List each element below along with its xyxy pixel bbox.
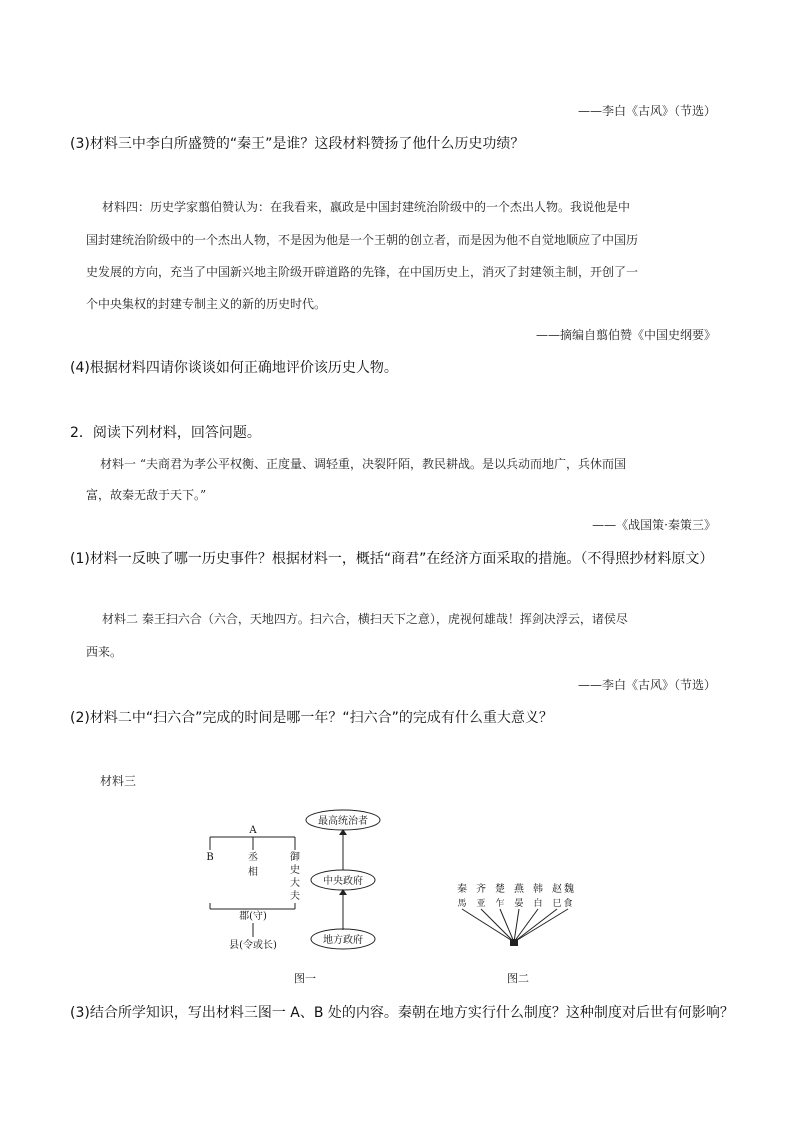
p2-question-1: (1)材料一反映了哪一历史事件？根据材料一，概括“商君”在经济方面采取的措施。（不得照抄材料原文） xyxy=(70,551,714,567)
figure1-censor-char-4: 夫 xyxy=(290,891,300,902)
material4-line-2: 国封建统治阶级中的一个杰出人物，不是因为他是一个王朝的创立者，而是因为他不自觉地顺应了中国历 xyxy=(86,233,639,247)
fan-center-seal xyxy=(510,939,518,946)
source-citation-zhanguoce: ——《战国策·秦策三》 xyxy=(592,518,716,532)
fan-line-7 xyxy=(514,909,568,942)
script-mark-5: 白 xyxy=(533,899,543,909)
figure1-local-gov: 地方政府 xyxy=(323,935,363,946)
fan-line-6 xyxy=(514,909,557,942)
script-mark-1: ⾺ xyxy=(457,899,467,909)
p2-question-3: (3)结合所学知识，写出材料三图一 A、B 处的内容。秦朝在地方实行什么制度？这种制度对后世有何影响？ xyxy=(70,1005,734,1021)
p2-material2-line-2: 西来。 xyxy=(86,645,123,659)
state-qi: 齐 xyxy=(476,884,486,895)
figure1-censor-char-2: 史 xyxy=(290,865,300,876)
figure1-caption: 图一 xyxy=(294,972,316,985)
material4-line-1: 材料四：历史学家翦伯赞认为：在我看来，嬴政是中国封建统治阶级中的一个杰出人物。我说他是中 xyxy=(102,200,631,214)
part2-heading: 2．阅读下列材料，回答问题。 xyxy=(70,425,261,441)
figure1-county: 县(令或长) xyxy=(229,940,277,951)
figure2-diagram xyxy=(450,880,575,985)
fan-line-2 xyxy=(481,909,514,942)
p2-material1-line-1: 材料一 “夫商君为孝公平权衡、正度量、调轻重，决裂阡陌，教民耕战。是以兵动而地广，兵休而国 xyxy=(100,457,626,471)
question-3-material3: (3)材料三中李白所盛赞的“秦王”是谁？这段材料赞扬了他什么历史功绩？ xyxy=(70,136,525,152)
figure2-caption: 图二 xyxy=(507,972,529,985)
material3-label: 材料三 xyxy=(100,774,137,788)
figure1-label-b: B xyxy=(206,852,214,863)
script-mark-3: 乍 xyxy=(495,899,505,909)
p2-material1-line-2: 富，故秦无敌于天下。” xyxy=(86,488,207,502)
source-citation-jian: ——摘编自翦伯赞《中国史纲要》 xyxy=(535,328,716,342)
figure1-central-gov: 中央政府 xyxy=(323,876,363,887)
script-mark-6: ⺒ xyxy=(552,899,562,909)
source-citation-libai-1: ——李白《古风》（节选） xyxy=(577,104,716,118)
script-mark-4: 晏 xyxy=(514,899,524,909)
figure1-commandery: 郡(守) xyxy=(239,911,267,922)
figure1-label-a: A xyxy=(249,825,257,836)
fan-line-5 xyxy=(514,909,538,942)
material4-line-3: 史发展的方向，充当了中国新兴地主阶级开辟道路的先锋，在中国历史上，消灭了封建领主制，开创了一 xyxy=(86,265,639,279)
p2-question-2: (2)材料二中“扫六合”完成的时间是哪一年？“扫六合”的完成有什么重大意义？ xyxy=(70,710,553,726)
figure1-censor-char-3: 大 xyxy=(290,878,300,889)
material4-line-4: 个中央集权的封建专制主义的新的历史时代。 xyxy=(86,297,327,311)
state-han: 韩 xyxy=(533,884,543,895)
figure1-chancellor-char-1: 丞 xyxy=(248,852,258,863)
state-zhao: 赵 xyxy=(552,884,562,895)
script-mark-2: 亚 xyxy=(476,899,486,909)
figure1-censor-char-1: 御 xyxy=(290,852,300,863)
p2-material2-line-1: 材料二 秦王扫六合（六合，天地四方。扫六合，横扫天下之意），虎视何雄哉！挥剑决浮云，诸侯尽 xyxy=(102,612,628,626)
script-mark-7: ⾷ xyxy=(563,899,573,909)
source-citation-libai-2: ——李白《古风》（节选） xyxy=(577,678,716,692)
figure1-diagram xyxy=(195,805,410,985)
figure1-chancellor-char-2: 相 xyxy=(248,867,258,878)
fan-line-1 xyxy=(462,909,514,942)
state-qin: 秦 xyxy=(457,884,467,895)
state-yan: 燕 xyxy=(514,884,524,895)
fan-line-4 xyxy=(514,909,519,942)
state-chu: 楚 xyxy=(495,884,505,895)
question-4-material4: (4)根据材料四请你谈谈如何正确地评价该历史人物。 xyxy=(70,360,398,376)
state-wei: 魏 xyxy=(564,884,574,895)
figure1-top-ruler: 最高统治者 xyxy=(318,816,368,827)
